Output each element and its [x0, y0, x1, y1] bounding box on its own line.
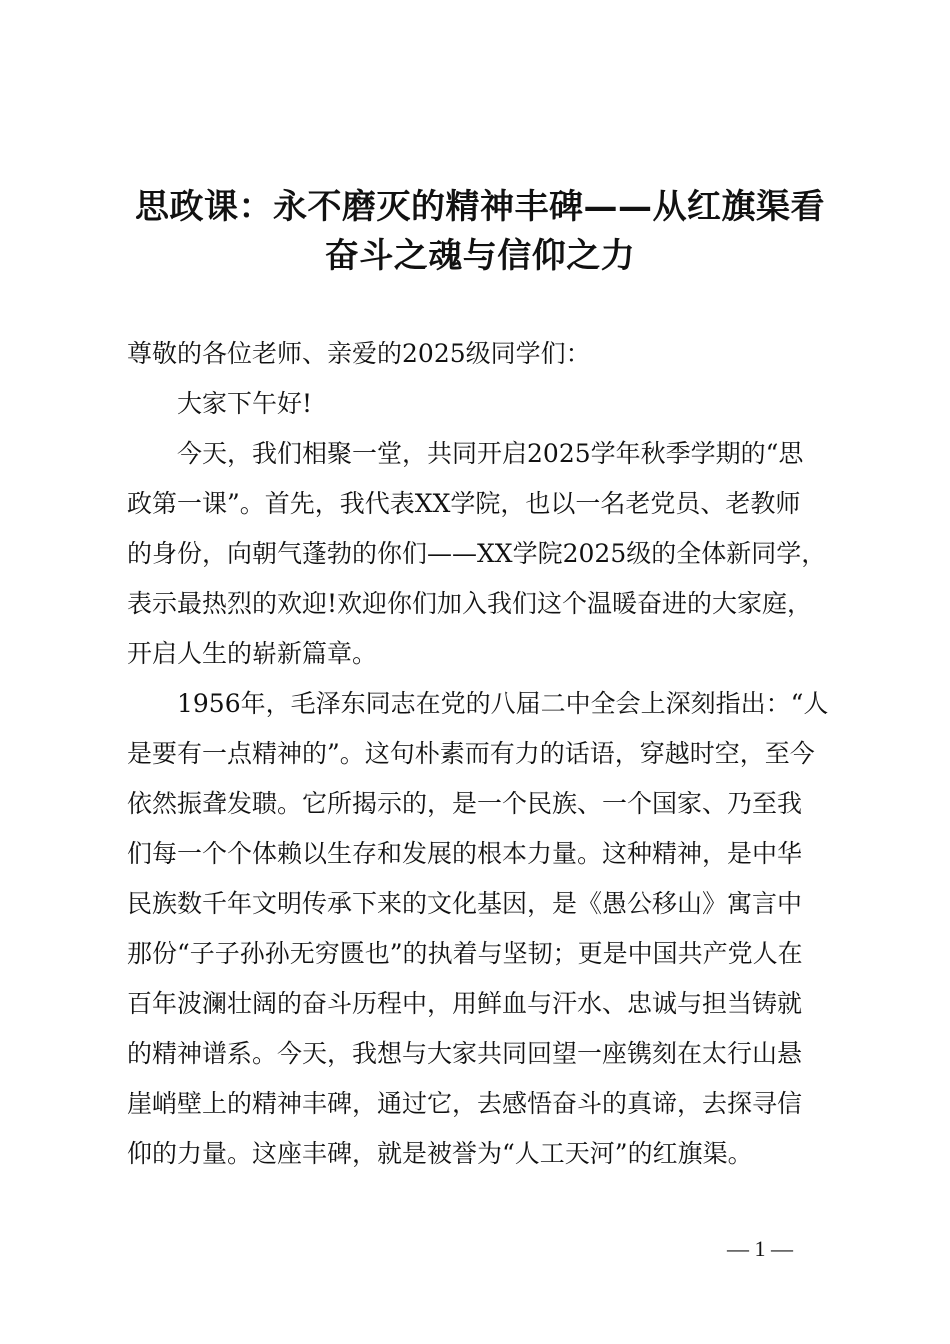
paragraph-2-line: 们每一个个体赖以生存和发展的根本力量。这种精神，是中华: [127, 839, 803, 868]
salutation: 尊敬的各位老师、亲爱的2025级同学们：: [127, 339, 591, 368]
paragraph-2-line: 依然振聋发聩。它所揭示的，是一个民族、一个国家、乃至我: [127, 789, 803, 818]
paragraph-1-line: 开启人生的崭新篇章。: [127, 639, 378, 668]
paragraph-2-line: 崖峭壁上的精神丰碑，通过它，去感悟奋斗的真谛，去探寻信: [127, 1089, 803, 1118]
paragraph-1-line: 今天，我们相聚一堂，共同开启2025学年秋季学期的“思: [177, 439, 804, 468]
paragraph-2-line: 是要有一点精神的”。这句朴素而有力的话语，穿越时空，至今: [127, 739, 815, 768]
paragraph-1-line: 表示最热烈的欢迎!欢迎你们加入我们这个温暖奋进的大家庭，: [127, 589, 813, 618]
title-line-1: 思政课：永不磨灭的精神丰碑——从红旗渠看: [135, 187, 825, 227]
paragraph-2-line: 的精神谱系。今天，我想与大家共同回望一座镌刻在太行山悬: [127, 1039, 803, 1068]
paragraph-1-line: 的身份，向朝气蓬勃的你们——XX学院2025级的全体新同学，: [127, 539, 827, 568]
paragraph-1-line: 政第一课”。首先，我代表XX学院，也以一名老党员、老教师: [127, 489, 801, 518]
paragraph-2-line: 民族数千年文明传承下来的文化基因，是《愚公移山》寓言中: [127, 889, 803, 918]
page-number: — 1 —: [727, 1236, 793, 1261]
paragraph-2-line: 仰的力量。这座丰碑，就是被誉为“人工天河”的红旗渠。: [127, 1139, 753, 1168]
greeting: 大家下午好!: [177, 389, 313, 418]
paragraph-2-line: 那份“子子孙孙无穷匮也”的执着与坚韧；更是中国共产党人在: [127, 939, 803, 968]
paragraph-2-line: 百年波澜壮阔的奋斗历程中，用鲜血与汗水、忠诚与担当铸就: [127, 989, 803, 1018]
paragraph-2-line: 1956年，毛泽东同志在党的八届二中全会上深刻指出：“人: [177, 689, 829, 718]
title-line-2: 奋斗之魂与信仰之力: [324, 236, 636, 276]
